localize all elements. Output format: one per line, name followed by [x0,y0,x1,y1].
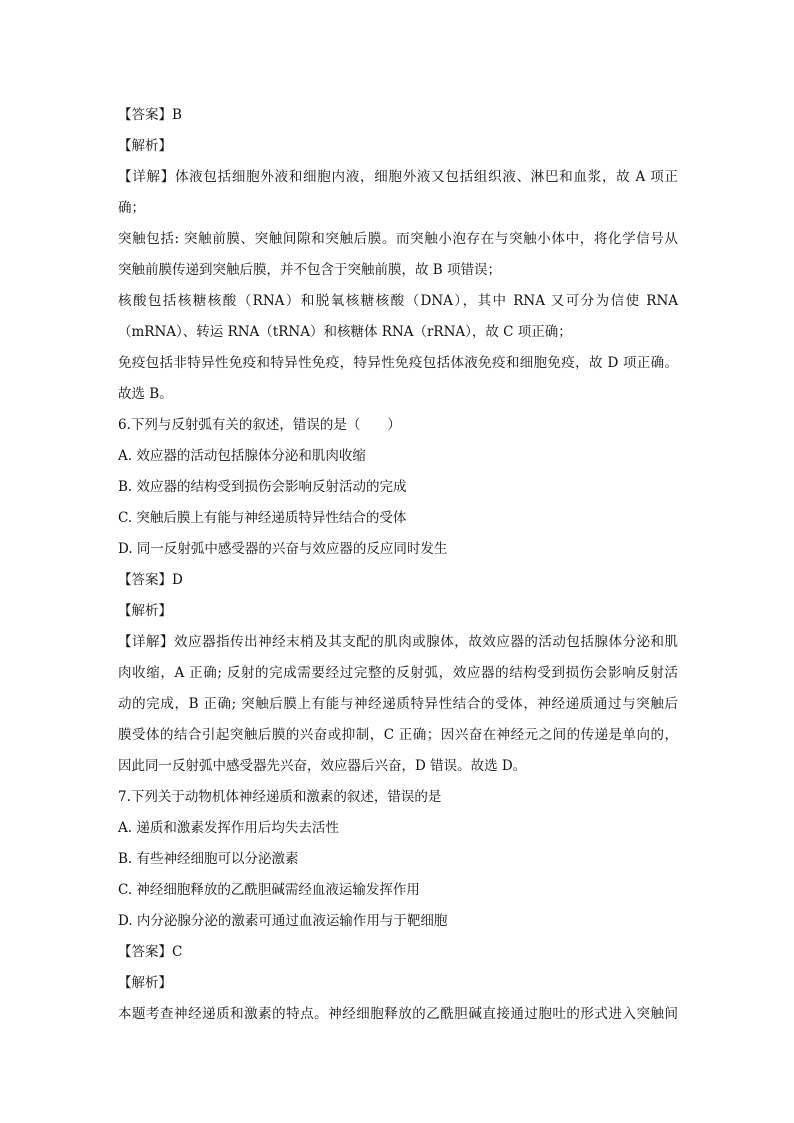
q6-option-b: B. 效应器的结构受到损伤会影响反射活动的完成 [118,479,407,495]
q7-option-c: C. 神经细胞释放的乙酰胆碱需经血液运输发挥作用 [118,882,420,898]
q7-option-a: A. 递质和激素发挥作用后均失去活性 [118,820,339,836]
q5-detail-line: 免疫包括非特异性免疫和特异性免疫，特异性免疫包括体液免疫和细胞免疫，故 D 项正确。 [118,355,678,371]
q5-answer: 【答案】B [118,107,182,123]
q6-analysis-heading: 【解析】 [118,603,172,619]
q7-analysis-heading: 【解析】 [118,975,172,991]
q6-stem: 6.下列与反射弧有关的叙述，错误的是（ ） [118,417,401,433]
q7-option-b: B. 有些神经细胞可以分泌激素 [118,851,299,867]
q7-option-d: D. 内分泌腺分泌的激素可通过血液运输作用与于靶细胞 [118,913,448,929]
q5-detail-line: 突触包括: 突触前膜、突触间隙和突触后膜。而突触小泡存在与突触小体中，将化学信号从 [118,231,678,247]
q5-detail-line: 确； [118,200,145,216]
q5-analysis-heading: 【解析】 [118,138,172,154]
q6-option-d: D. 同一反射弧中感受器的兴奋与效应器的反应同时发生 [118,541,448,557]
q5-detail-line: （mRNA）、转运 RNA（tRNA）和核糖体 RNA（rRNA），故 C 项正确； [118,324,572,340]
q6-detail-line: 肉收缩，A 正确; 反射的完成需要经过完整的反射弧，效应器的结构受到损伤会影响反射活 [118,665,678,681]
q6-detail-line: 因此同一反射弧中感受器先兴奋，效应器后兴奋，D 错误。故选 D。 [118,758,527,774]
q5-detail-line: 故选 B。 [118,386,173,402]
q6-detail-line: 膜受体的结合引起突触后膜的兴奋或抑制，C 正确；因兴奋在神经元之间的传递是单向的， [118,727,678,743]
q5-detail-line: 【详解】体液包括细胞外液和细胞内液，细胞外液又包括组织液、淋巴和血浆，故 A 项正 [118,169,678,185]
q5-detail-line: 突触前膜传递到突触后膜，并不包含于突触前膜，故 B 项错误； [118,262,502,278]
q6-detail-line: 【详解】效应器指传出神经末梢及其支配的肌肉或腺体，故效应器的活动包括腺体分泌和肌 [118,634,678,650]
q7-detail-line: 本题考查神经递质和激素的特点。神经细胞释放的乙酰胆碱直接通过胞吐的形式进入突触间 [118,1006,678,1022]
document-page [118,100,678,1030]
q7-answer: 【答案】C [118,944,183,960]
q7-stem: 7.下列关于动物机体神经递质和激素的叙述，错误的是 [118,789,442,805]
q6-option-c: C. 突触后膜上有能与神经递质特异性结合的受体 [118,510,407,526]
q6-answer: 【答案】D [118,572,183,588]
q6-option-a: A. 效应器的活动包括腺体分泌和肌肉收缩 [118,448,366,464]
q6-detail-line: 动的完成，B 正确; 突触后膜上有能与神经递质特异性结合的受体，神经递质通过与突触后 [118,696,678,712]
q5-detail-line: 核酸包括核糖核酸（RNA）和脱氧核糖核酸（DNA），其中 RNA 又可分为信使 RNA [118,293,678,309]
